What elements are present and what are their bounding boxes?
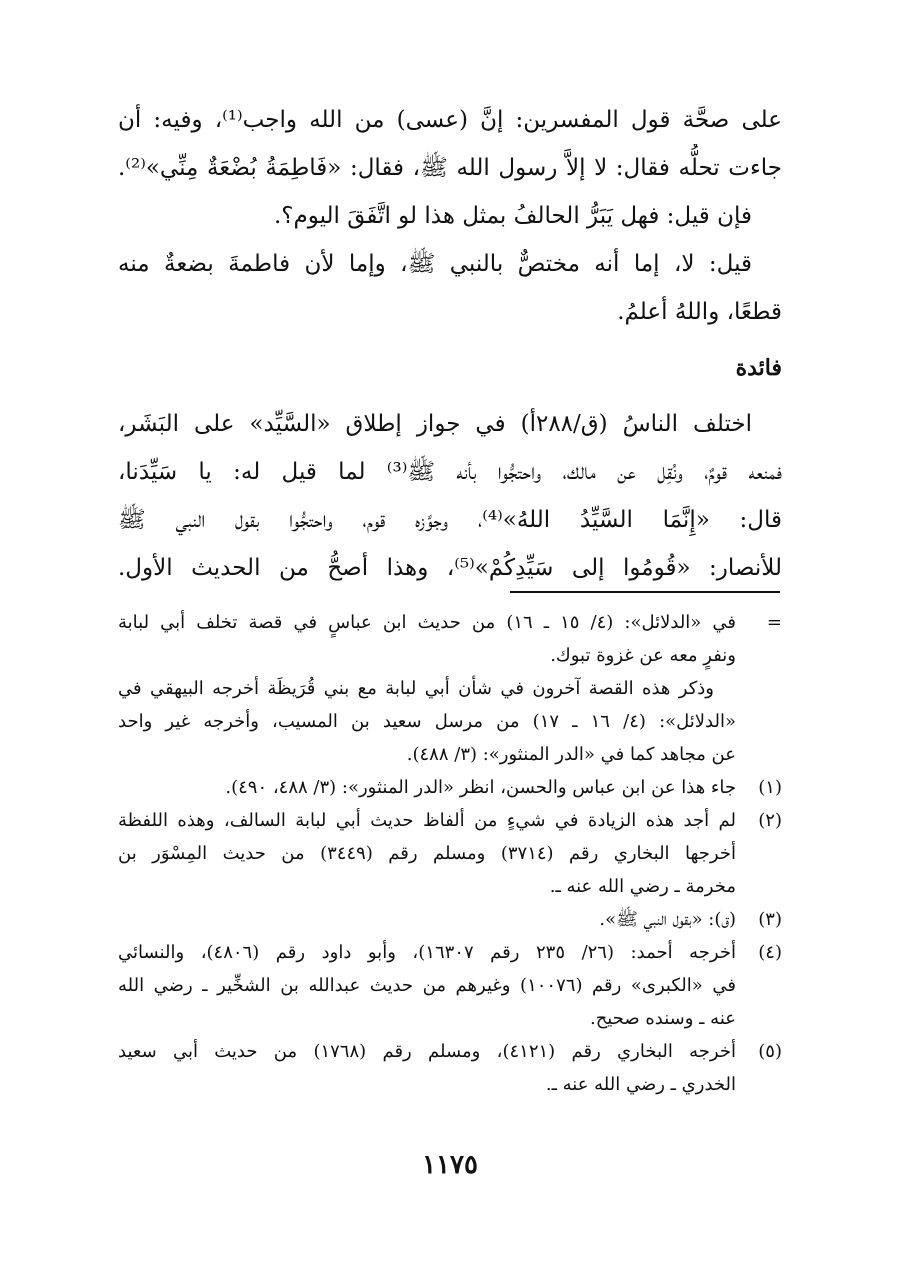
text-line: قال: «إِنَّمَا السَّيِّدُ اللهُ»⁽⁴⁾، وجوَّزه قوم، واحتجُّوا بقول النبي ﷺ [118,507,782,533]
text-line: فإن قيل: فهل يَبَرُّ الحالفُ بمثل هذا لو اتَّفَقَ اليوم؟. [273,203,752,229]
text-line: للأنصار: «قُومُوا إلى سَيِّدِكُمْ»⁽⁵⁾، وهذا أصحُّ من الحديث الأول. [118,555,782,581]
footnote-line: (ق): «بقول النبي ﷺ». [599,909,736,930]
section-heading: فائدة [735,355,782,381]
footnote-number: (٤) [758,942,782,963]
footnote-line: عنه ـ وسنده صحيح. [589,1008,736,1029]
footnote-2 [118,804,782,903]
continuation-marker: = [766,612,782,633]
main-text [118,96,782,592]
footnote-number: (١) [758,777,782,798]
text-line: قطعًا، واللهُ أعلمُ. [617,299,782,325]
footnote-line: عن مجاهد كما في «الدر المنثور»: (٣/ ٤٨٨). [406,744,736,765]
footnote-divider [510,591,780,593]
footnote-line: وذكر هذه القصة آخرون في شأن أبي لبابة مع بني قُرَيظَة أخرجه البيهقي في [118,678,714,699]
footnote-line: أخرجها البخاري رقم (٣٧١٤) ومسلم رقم (٣٤٤٩) من حديث المِسْوَر بن [118,843,736,864]
footnote-4 [118,936,782,1035]
footnote-line: مخرمة ـ رضي الله عنه ـ. [549,876,736,897]
footnote-line: «الدلائل»: (٤/ ١٦ ـ ١٧) من مرسل سعيد بن المسيب، وأخرجه غير واحد [118,711,736,732]
footnote-3 [118,903,782,936]
footnote-line: لم أجد هذه الزيادة في شيءٍ من ألفاظ حديث أبي لبابة السالف، وهذه اللفظة [118,810,736,831]
footnote-1 [118,771,782,804]
footnote-line: في «الدلائل»: (٤/ ١٥ ـ ١٦) من حديث ابن عباسٍ في قصة تخلف أبي لبابة [118,612,736,633]
page-number: ١١٧٥ [422,1150,478,1180]
footnote-line: في «الكبرى» رقم (١٠٠٧٦) وغيرهم من حديث عبدالله بن الشخِّير ـ رضي الله [118,975,736,996]
footnote-5 [118,1035,782,1101]
footnote-line: الخدري ـ رضي الله عنه ـ. [545,1074,736,1095]
text-line: على صحَّة قول المفسرين: إنَّ (عسى) من الله واجب⁽¹⁾، وفيه: أن [118,107,782,133]
footnote-number: (٥) [758,1041,782,1062]
text-line: اختلف الناسُ (ق/٢٨٨أ) في جواز إطلاق «السَّيِّد» على البَشَر، [118,411,752,437]
footnote-line: جاء هذا عن ابن عباس والحسن، انظر «الدر المنثور»: (٣/ ٤٨٨، ٤٩٠). [225,777,736,798]
footnote-number: (٢) [758,810,782,831]
footnotes [118,606,782,1101]
footnote-line: أخرجه البخاري رقم (٤١٢١)، ومسلم رقم (١٧٦٨) من حديث أبي سعيد [118,1041,736,1062]
footnote-line: ونفرٍ معه عن غزوة تبوك. [550,645,736,666]
text-line: جاءت تحلُّه فقال: لا إلاَّ رسول الله ﷺ، فقال: «فَاطِمَةُ بُضْعَةٌ مِنِّي»⁽²⁾. [118,155,782,181]
footnote-line: أخرجه أحمد: (٢٦/ ٢٣٥ رقم ١٦٣٠٧)، وأبو داود رقم (٤٨٠٦)، والنسائي [118,942,736,963]
footnote-number: (٣) [758,909,782,930]
text-line: قيل: لا، إما أنه مختصٌّ بالنبي ﷺ، وإما لأن فاطمةَ بضعةٌ منه [118,251,752,277]
footnote-continued [118,606,782,771]
text-line: فمنعه قومٌ، ونُقِل عن مالك، واحتجُّوا بأنه ﷺ⁽³⁾ لما قيل له: يا سَيِّدَنا، [118,459,782,485]
